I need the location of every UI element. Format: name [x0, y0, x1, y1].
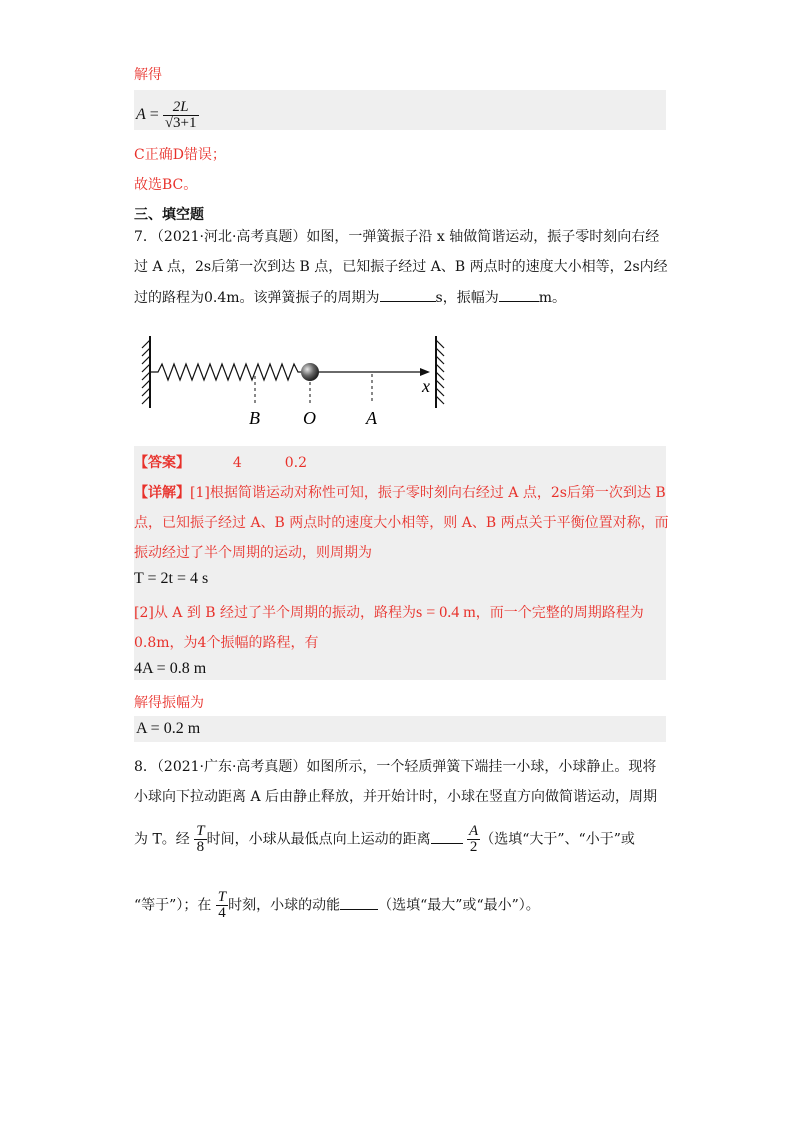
- detail-text-4b: ，而一个完整的周期路程为: [475, 605, 644, 621]
- q7-line-1: 7．（2021·河北·高考真题）如图，一弹簧振子沿 x 轴做简谐运动，振子零时刻向右经: [134, 229, 660, 245]
- frac-a2-num: A: [469, 823, 479, 839]
- x-axis-arrow: [420, 368, 430, 376]
- right-wall-hatching: [436, 340, 444, 404]
- q8-blank-kinetic[interactable]: [340, 909, 378, 910]
- detail-text-4a: [2]从 A 到 B 经过了半个周期的振动，路程为: [134, 605, 417, 621]
- detail-line-1: [134, 482, 666, 502]
- equation-amplitude-final: A = 0.2 m: [136, 720, 201, 737]
- frac-t8-den: 8: [194, 839, 206, 855]
- frac-t8-num: T: [196, 823, 205, 839]
- detail-line-5: 0.8m，为4个振幅的路程，有: [134, 635, 319, 651]
- answer-value-2: 0.2: [284, 455, 307, 471]
- q7-line-3: [134, 287, 566, 307]
- q8-line-3: [134, 824, 635, 855]
- answer-row: [134, 452, 307, 472]
- label-x: x: [422, 376, 430, 396]
- answer-value-1: 4: [232, 455, 242, 471]
- q7-blank-period[interactable]: [380, 301, 436, 302]
- frac-a2-den: 2: [467, 839, 480, 855]
- q8-blank-distance[interactable]: [431, 843, 463, 844]
- frac-t4-den: 4: [216, 905, 228, 921]
- equation-period: T = 2t = 4 s: [134, 570, 209, 587]
- detail-line-4: [134, 602, 644, 622]
- equation-amplitude-final-block: [134, 716, 666, 742]
- answer-tag: 【答案】: [134, 455, 190, 471]
- q7-line-2: 过 A 点，2s后第一次到达 B 点，已知振子经过 A、B 两点时的速度大小相等，2s内经: [134, 259, 668, 275]
- detail-text-1: [1]根据简谐运动对称性可知，振子零时刻向右经过 A 点，2s后第一次到达 B: [190, 485, 666, 501]
- label-b: B: [249, 408, 260, 428]
- q8-line-4-c: （选填“最大”或“最小”）。: [378, 897, 540, 914]
- q8-line-4: [134, 890, 540, 921]
- section-title: 三、填空题: [134, 207, 204, 223]
- label-o: O: [303, 408, 316, 428]
- detail-line-3: 振动经过了半个周期的运动，则周期为: [134, 545, 372, 561]
- q8-line-1: 8．（2021·广东·高考真题）如图所示，一个轻质弹簧下端挂一小球，小球静止。现将: [134, 759, 657, 775]
- solution-jiede: 解得: [134, 67, 162, 83]
- spring-oscillator-figure: [138, 330, 458, 430]
- spring: [150, 364, 306, 380]
- q8-line-3-a: 为 T。经: [134, 831, 190, 848]
- equation-amplitude-block: [134, 90, 666, 130]
- eq-numerator: 2L: [172, 99, 189, 115]
- oscillator-ball: [301, 363, 319, 381]
- eq-equals: =: [149, 106, 159, 124]
- detail-tag: 【详解】: [134, 485, 190, 501]
- q7-line-3-a: 过的路程为0.4m。该弹簧振子的周期为: [134, 290, 380, 306]
- choose-bc-text: 故选BC。: [134, 177, 198, 193]
- equation-4a: 4A = 0.8 m: [134, 660, 207, 677]
- c-correct-text: C正确D错误；: [134, 147, 226, 163]
- q7-line-3-b: s，振幅为: [435, 290, 499, 306]
- label-a: A: [366, 408, 377, 428]
- q7-line-3-c: m。: [538, 290, 567, 306]
- q7-blank-amplitude[interactable]: [499, 301, 539, 302]
- frac-t4-num: T: [217, 889, 227, 905]
- q8-line-4-b: 时刻，小球的动能: [228, 897, 341, 914]
- eq-denominator: √3+1: [164, 115, 197, 131]
- q8-line-3-c: （选填“大于”、“小于”或: [480, 831, 635, 848]
- equation-path: s = 0.4 m: [416, 604, 476, 621]
- eq-lhs: A: [136, 106, 146, 124]
- q8-line-2: 小球向下拉动距离 A 后由静止释放，并开始计时，小球在竖直方向做简谐运动，周期: [134, 789, 658, 805]
- left-wall-hatching: [142, 340, 150, 404]
- detail-line-2: 点，已知振子经过 A、B 两点时的速度大小相等，则 A、B 两点关于平衡位置对称，而: [134, 515, 669, 531]
- q8-line-3-b: 时间，小球从最低点向上运动的距离: [206, 831, 431, 848]
- solve-amplitude-text: 解得振幅为: [134, 695, 204, 711]
- q8-line-4-a: “等于”）；在: [134, 897, 212, 914]
